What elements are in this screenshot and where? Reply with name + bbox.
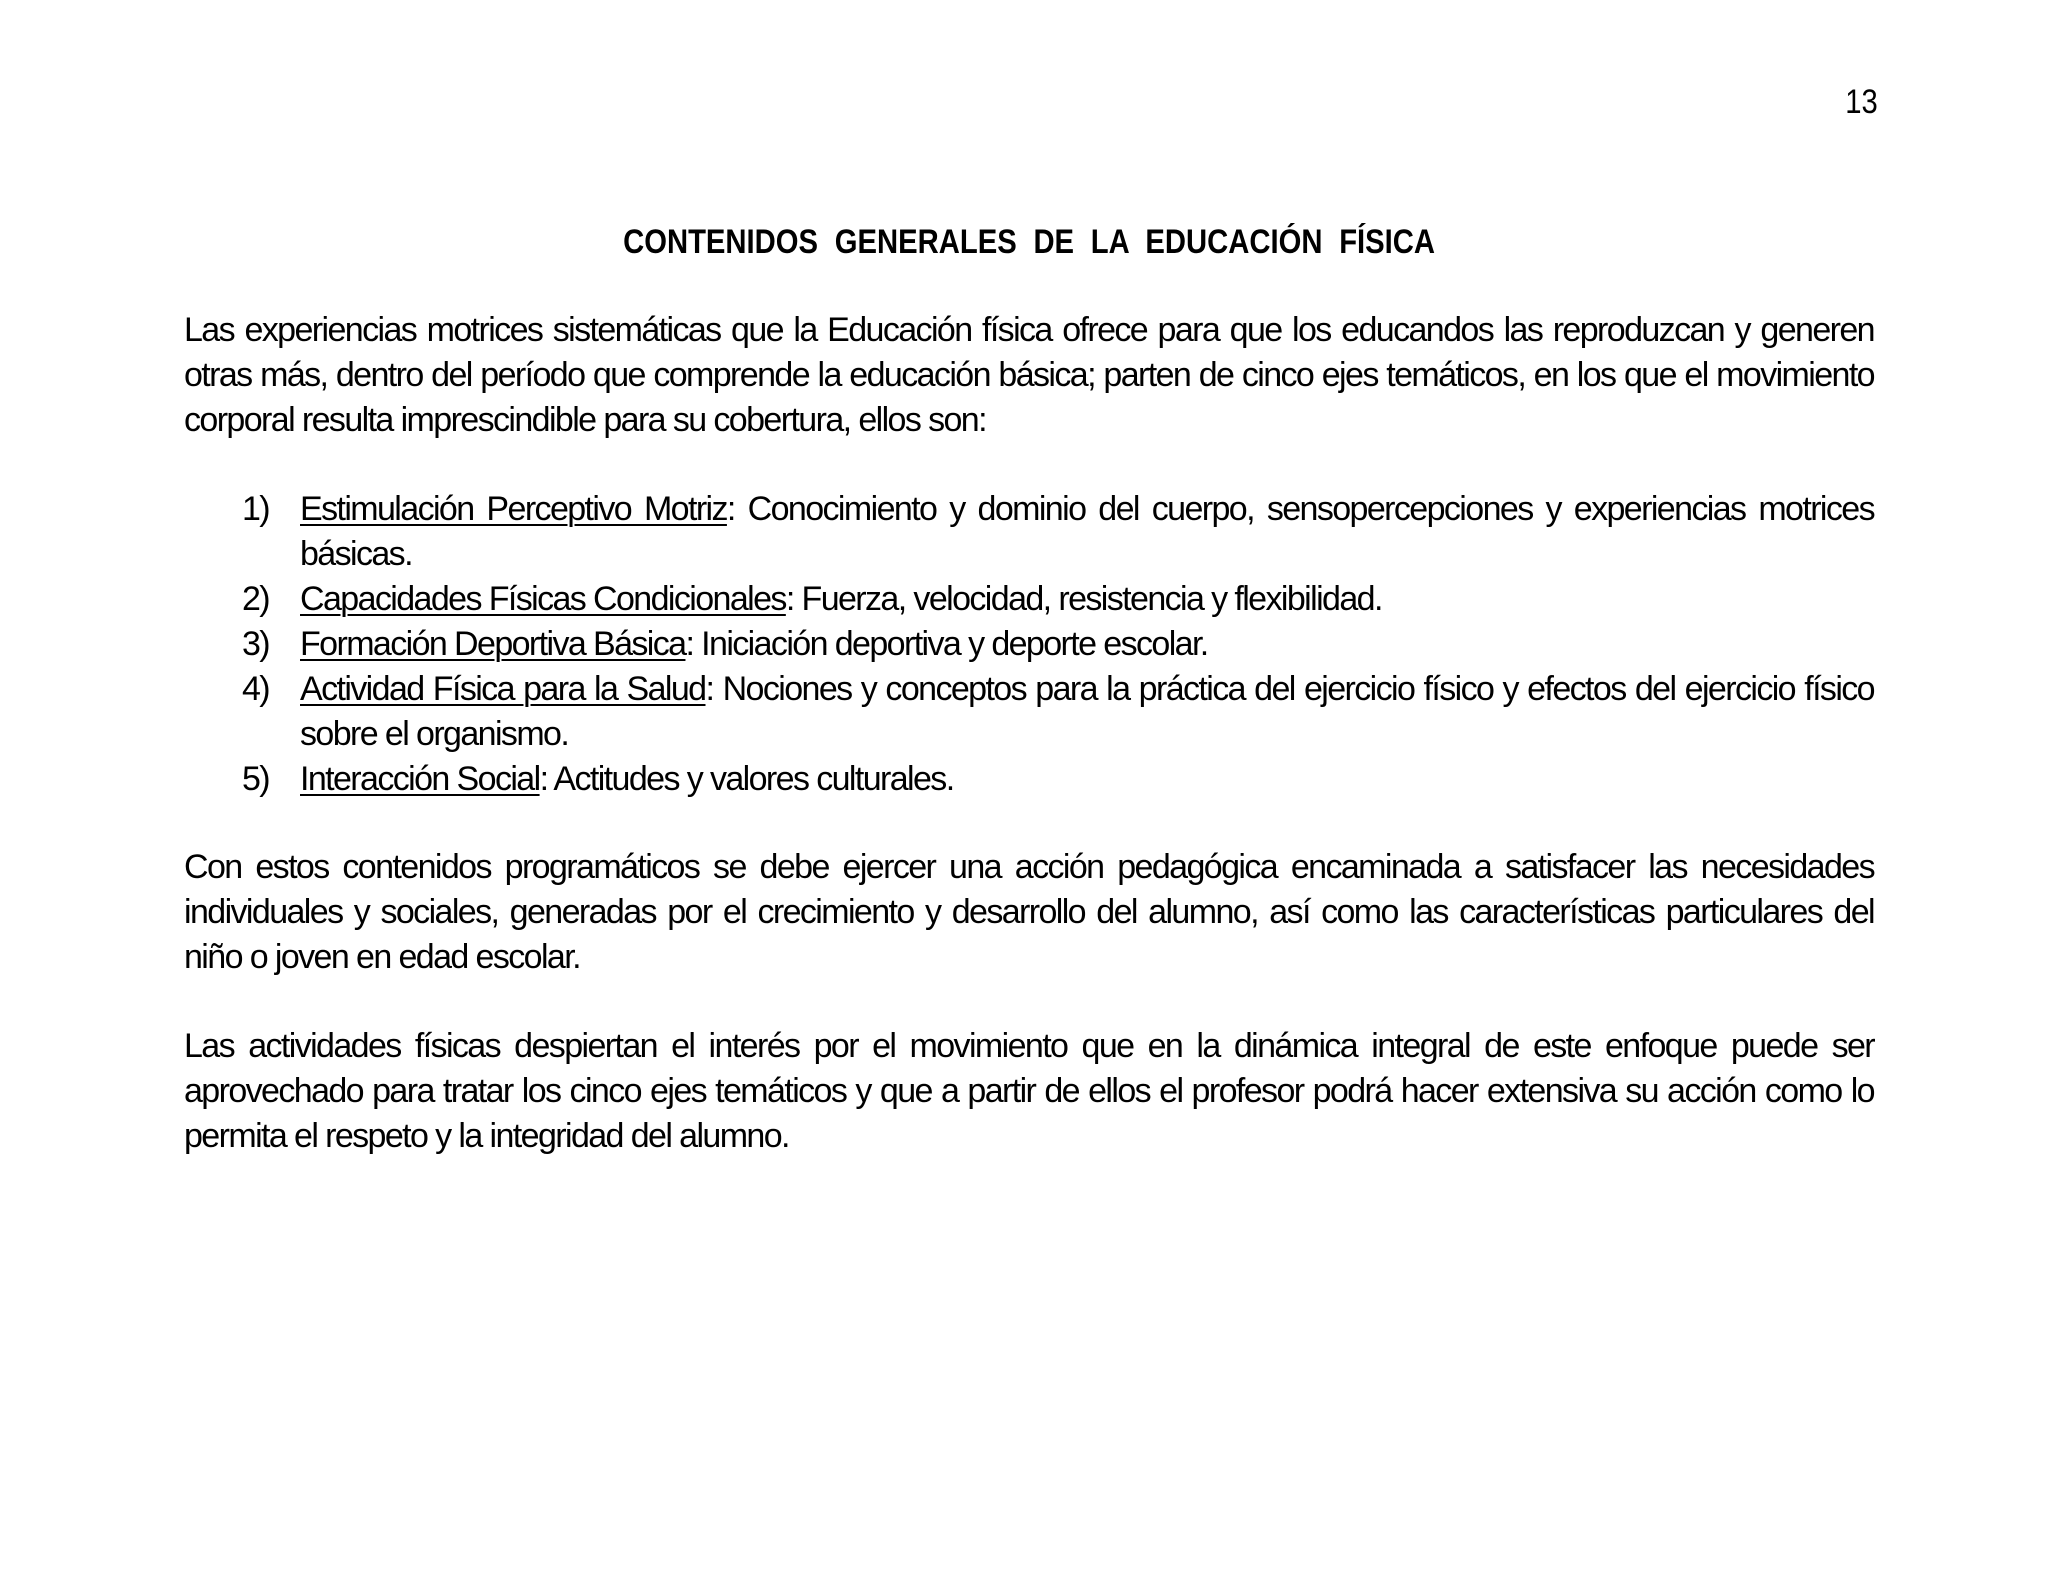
list-item-number: 1) bbox=[242, 490, 270, 528]
list-item-description: : Fuerza, velocidad, resistencia y flexibilidad. bbox=[785, 580, 1382, 618]
page-number: 13 bbox=[1845, 83, 1878, 121]
list-item bbox=[184, 577, 1874, 622]
list-item-term: Interacción Social bbox=[300, 760, 540, 798]
list-item-description: : Conocimiento y dominio del cuerpo, sensopercepciones y experiencias motrices básicas. bbox=[300, 490, 1875, 573]
list-item-term: Capacidades Físicas Condicionales bbox=[300, 580, 786, 618]
list-item bbox=[184, 622, 1874, 667]
list-item bbox=[184, 667, 1874, 757]
list-item-number: 2) bbox=[242, 580, 270, 618]
list-item-number: 3) bbox=[242, 625, 270, 663]
list-item-description: : Nociones y conceptos para la práctica del ejercicio físico y efectos del ejercicio físico sobre el organismo. bbox=[300, 670, 1874, 753]
list-item-number: 5) bbox=[242, 760, 270, 798]
list-item-term: Formación Deportiva Básica bbox=[300, 625, 686, 663]
body-paragraph-3: Las actividades físicas despiertan el interés por el movimiento que en la dinámica integral de este enfoque puede ser aprovechado para tratar los cinco ejes temáticos y que a partir de ellos el profesor podrá hacer extensiva su acción como lo permita el respeto y la integridad del alumno. bbox=[184, 1027, 1874, 1155]
intro-paragraph: Las experiencias motrices sistemáticas que la Educación física ofrece para que los educandos las reproduzcan y generen otras más, dentro del período que comprende la educación básica; parten de cinco ejes temáticos, en los que el movimiento corporal resulta imprescindible para su cobertura, ellos son: bbox=[184, 311, 1874, 439]
list-item bbox=[184, 487, 1874, 577]
thematic-axes-list bbox=[184, 487, 1874, 802]
body-paragraph-2: Con estos contenidos programáticos se debe ejercer una acción pedagógica encaminada a satisfacer las necesidades individuales y sociales, generadas por el crecimiento y desarrollo del alumno, así como las características particulares del niño o joven en edad escolar. bbox=[184, 848, 1874, 976]
page-title-text: CONTENIDOS GENERALES DE LA EDUCACIÓN FÍSICA bbox=[623, 223, 1435, 261]
list-item bbox=[184, 757, 1874, 802]
list-item-description: : Iniciación deportiva y deporte escolar. bbox=[685, 625, 1208, 663]
page-title bbox=[184, 220, 1874, 264]
list-item-description: : Actitudes y valores culturales. bbox=[539, 760, 954, 798]
list-item-term: Actividad Física para la Salud bbox=[300, 670, 706, 708]
list-item-term: Estimulación Perceptivo Motriz bbox=[300, 490, 727, 528]
list-item-number: 4) bbox=[242, 670, 270, 708]
